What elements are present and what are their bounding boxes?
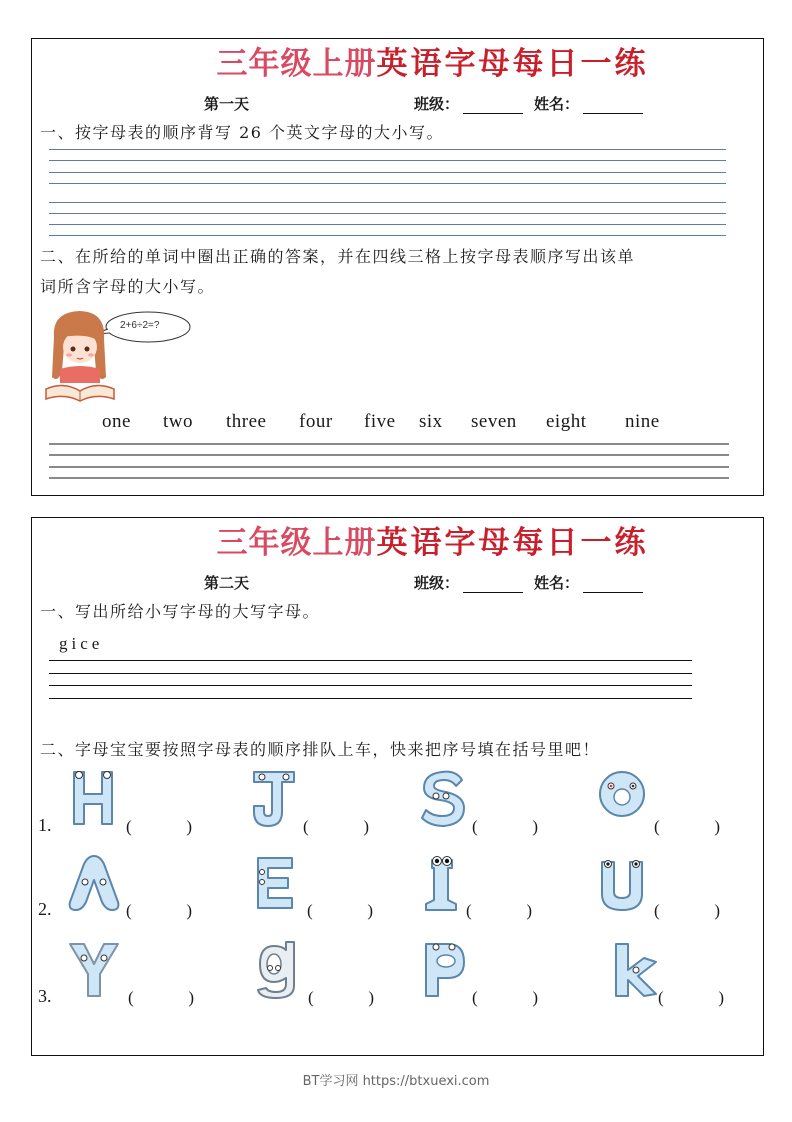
row-number: 1. [38, 815, 52, 835]
question-1: 一、写出所给小写字母的大写字母。 [40, 602, 321, 621]
bracket-open: ( [126, 817, 132, 836]
cartoon-letter-g-icon [246, 938, 302, 1002]
word-choice[interactable]: four [299, 411, 333, 432]
bracket-open: ( [654, 817, 660, 836]
header-meta [32, 572, 763, 594]
answer-bracket[interactable] [466, 901, 532, 921]
bracket-close: ) [188, 988, 194, 1007]
bracket-close: ) [526, 901, 532, 920]
word-choice[interactable]: seven [471, 411, 517, 432]
bracket-open: ( [308, 988, 314, 1007]
answer-bracket[interactable] [472, 988, 538, 1008]
question-2: 二、字母宝宝要按照字母表的顺序排队上车，快来把序号填在括号里吧！ [40, 740, 601, 759]
word-choice[interactable]: eight [546, 411, 587, 432]
word-choice[interactable]: five [364, 411, 396, 432]
class-label: 班级： [414, 574, 460, 592]
bracket-close: ) [363, 817, 369, 836]
word-choice[interactable]: nine [625, 411, 660, 432]
question-2-line-2: 词所含字母的大小写。 [40, 277, 216, 296]
bracket-close: ) [186, 901, 192, 920]
day-label: 第二天 [204, 574, 250, 592]
answer-bracket[interactable] [658, 988, 724, 1008]
cartoon-letter-k-icon [608, 938, 664, 1002]
ruled-line [49, 660, 692, 661]
bracket-open: ( [307, 901, 313, 920]
cartoon-letter-J-icon [246, 766, 302, 830]
title-subject: 英语字母每日一练 [376, 46, 649, 82]
ruled-line [49, 183, 726, 184]
ruled-line [49, 454, 729, 456]
name-label: 姓名： [534, 574, 580, 592]
answer-bracket[interactable] [126, 901, 192, 921]
bracket-close: ) [718, 988, 724, 1007]
title-grade: 三年级上册 [216, 46, 377, 82]
word-choice[interactable]: three [226, 411, 267, 432]
ruled-line [49, 685, 692, 686]
answer-bracket[interactable] [472, 817, 538, 837]
word-choice[interactable]: six [419, 411, 443, 432]
answer-bracket[interactable] [303, 817, 369, 837]
cartoon-letter-P-icon [416, 938, 472, 1002]
bracket-close: ) [532, 988, 538, 1007]
worksheet-title [32, 522, 763, 564]
footer-watermark: BT学习网 https://btxuexi.com [302, 1074, 490, 1089]
answer-bracket[interactable] [308, 988, 374, 1008]
bracket-open: ( [303, 817, 309, 836]
ruled-line [49, 443, 729, 445]
bracket-open: ( [128, 988, 134, 1007]
title-grade: 三年级上册 [216, 525, 377, 561]
speech-bubble-text: 2+6÷2=? [120, 320, 160, 331]
cartoon-letter-Y-icon [66, 938, 122, 1002]
ruled-line [49, 202, 726, 203]
ruled-line [49, 213, 726, 214]
answer-bracket[interactable] [307, 901, 373, 921]
bracket-close: ) [368, 988, 374, 1007]
cartoon-letter-H-icon [66, 766, 122, 830]
bracket-open: ( [466, 901, 472, 920]
worksheet-day-2 [31, 517, 764, 1056]
ruled-line [49, 160, 726, 161]
ruled-line [49, 149, 726, 150]
word-choice[interactable]: two [163, 411, 193, 432]
name-blank[interactable] [583, 576, 643, 593]
ruled-line [49, 698, 692, 699]
row-number: 2. [38, 899, 52, 919]
worksheet-day-1 [31, 38, 764, 496]
class-field [414, 572, 523, 593]
name-field [534, 572, 643, 593]
day-label: 第一天 [204, 95, 250, 113]
bracket-open: ( [126, 901, 132, 920]
row-number: 3. [38, 986, 52, 1006]
cartoon-letter-I-icon [416, 852, 472, 916]
word-choice[interactable]: one [102, 411, 131, 432]
ruled-line [49, 477, 729, 479]
cartoon-letter-E-icon [246, 852, 302, 916]
class-label: 班级： [414, 95, 460, 113]
worksheet-title [32, 43, 763, 85]
ruled-line [49, 224, 726, 225]
answer-bracket[interactable] [654, 901, 720, 921]
header-meta [32, 93, 763, 115]
name-field [534, 93, 643, 114]
cartoon-letter-O-icon [594, 766, 650, 830]
name-label: 姓名： [534, 95, 580, 113]
name-blank[interactable] [583, 97, 643, 114]
cartoon-letter-U-icon [594, 852, 650, 916]
class-field [414, 93, 523, 114]
bracket-close: ) [367, 901, 373, 920]
answer-bracket[interactable] [128, 988, 194, 1008]
bracket-open: ( [472, 988, 478, 1007]
question-2-line-1: 二、在所给的单词中圈出正确的答案，并在四线三格上按字母表顺序写出该单 [40, 247, 636, 266]
title-subject: 英语字母每日一练 [376, 525, 649, 561]
bracket-close: ) [714, 817, 720, 836]
question-1: 一、按字母表的顺序背写 26 个英文字母的大小写。 [40, 123, 445, 142]
class-blank[interactable] [463, 576, 523, 593]
ruled-line [49, 673, 692, 674]
ruled-line [49, 466, 729, 468]
class-blank[interactable] [463, 97, 523, 114]
bracket-open: ( [658, 988, 664, 1007]
ruled-line [49, 235, 726, 236]
cartoon-letter-S-icon [416, 766, 472, 830]
bracket-open: ( [654, 901, 660, 920]
bracket-close: ) [186, 817, 192, 836]
girl-reading-book-icon [40, 307, 120, 407]
cartoon-letter-A-icon [66, 852, 122, 916]
given-lowercase-letters: gice [59, 634, 104, 653]
bracket-close: ) [714, 901, 720, 920]
word-choice-list [32, 411, 765, 435]
bracket-open: ( [472, 817, 478, 836]
answer-bracket[interactable] [126, 817, 192, 837]
bracket-close: ) [532, 817, 538, 836]
ruled-line [49, 172, 726, 173]
answer-bracket[interactable] [654, 817, 720, 837]
